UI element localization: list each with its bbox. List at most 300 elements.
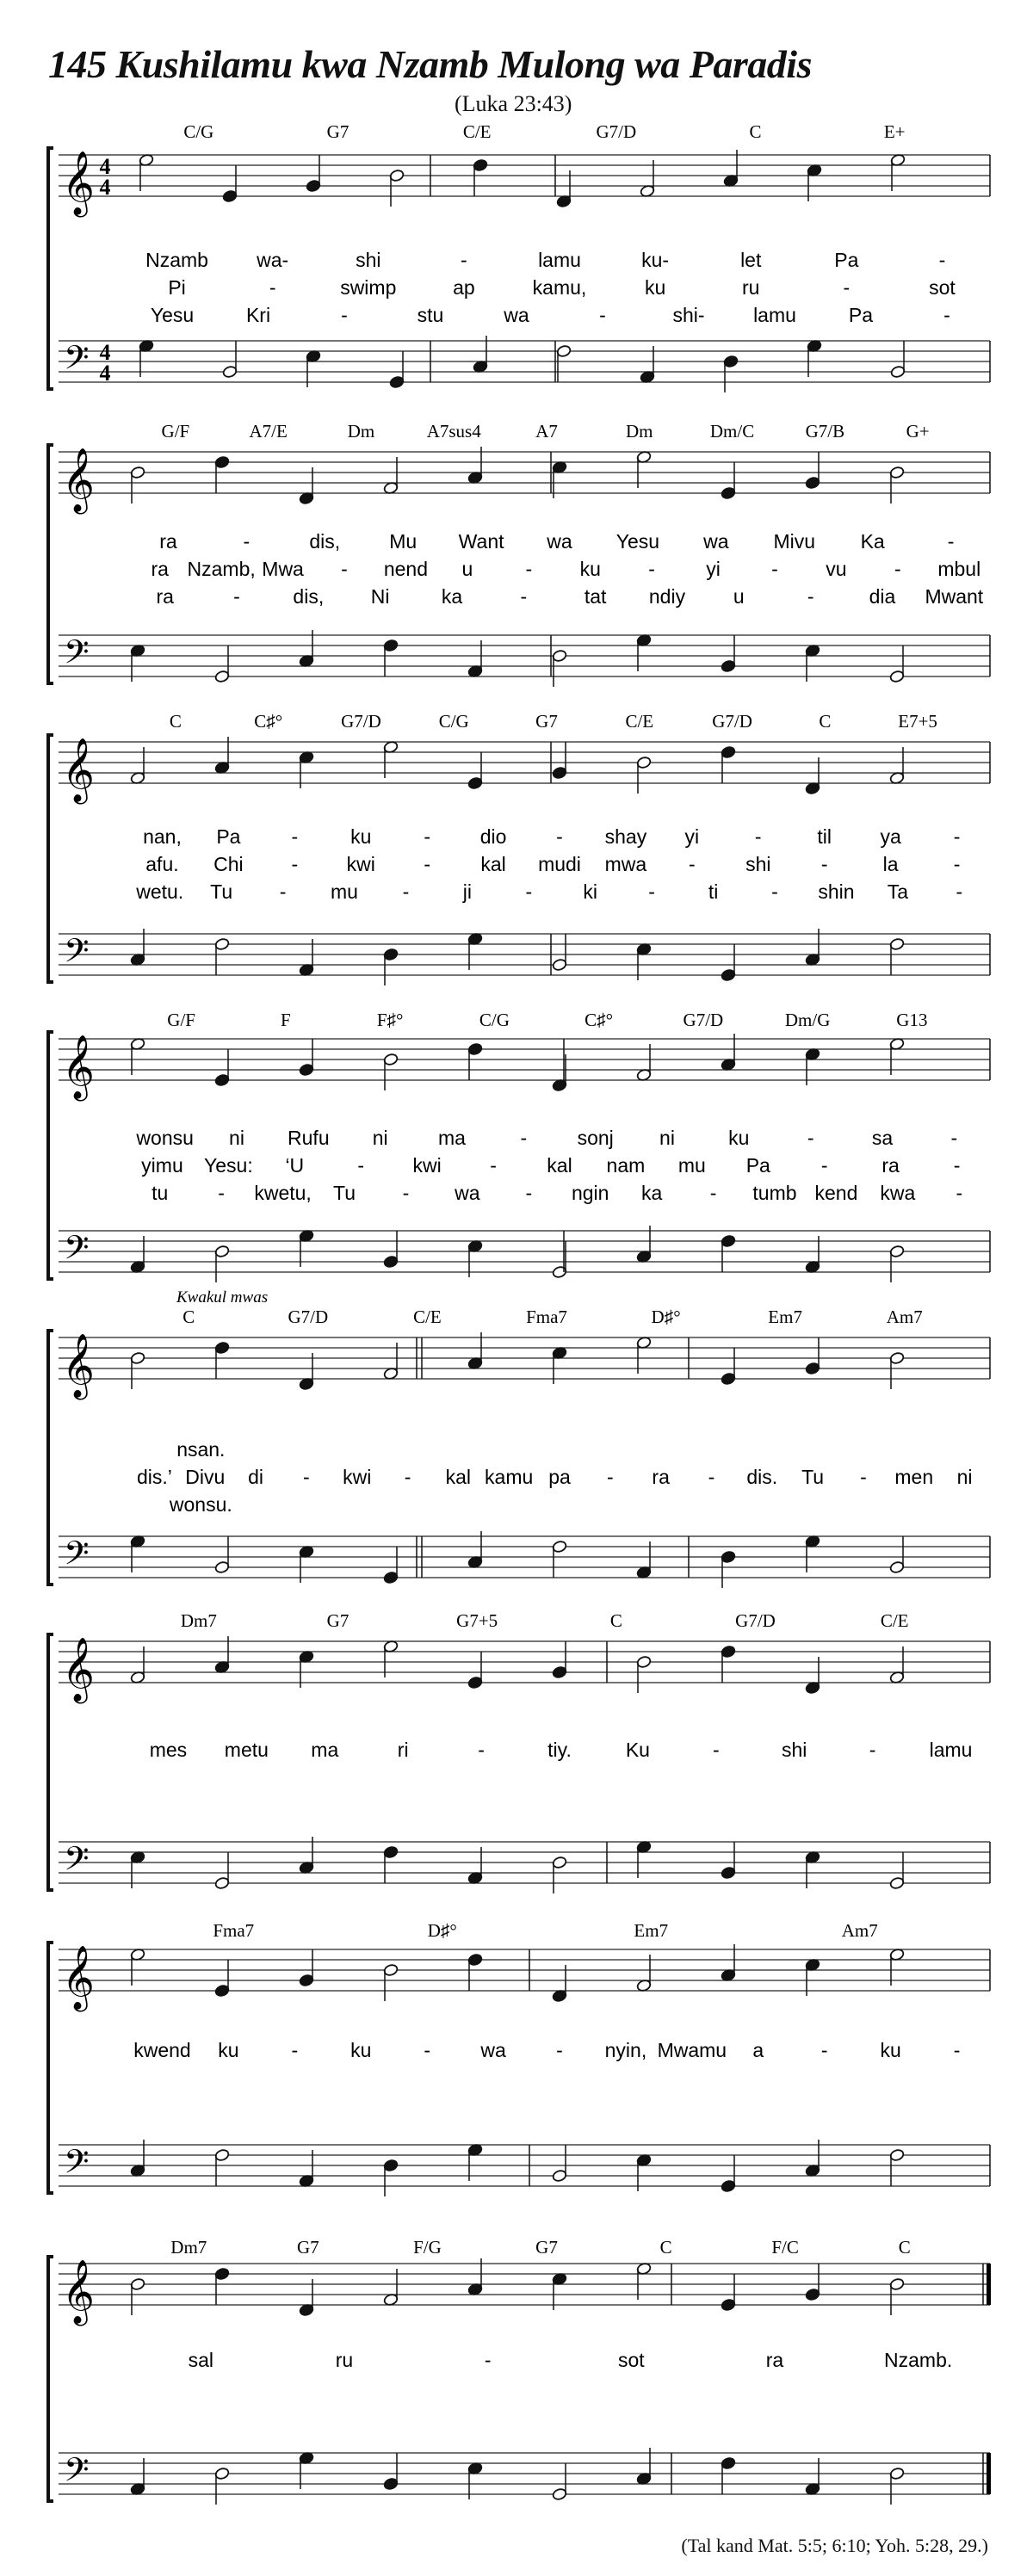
lyric-syllable: - xyxy=(424,2039,430,2061)
chord-symbol: C/G xyxy=(183,121,214,142)
lyric-syllable: sa xyxy=(871,1127,894,1149)
lyric-syllable: - xyxy=(461,249,467,271)
chord-symbol: G7/D xyxy=(341,711,381,732)
treble-staff-4 xyxy=(59,1034,990,1102)
chord-symbol: G7 xyxy=(297,2237,319,2258)
scripture-reference: (Luka 23:43) xyxy=(455,91,572,116)
music-system-4 xyxy=(48,1010,990,1282)
lyric-syllable: - xyxy=(424,825,430,848)
lyric-syllable: - xyxy=(556,2039,563,2061)
lyric-syllable: mbul xyxy=(937,558,981,580)
lyric-syllable: - xyxy=(956,880,963,903)
lyric-syllable: til xyxy=(817,825,832,848)
lyric-syllable: - xyxy=(648,880,655,903)
chord-symbol: G7/D xyxy=(596,121,637,142)
lyric-syllable: wa xyxy=(504,304,529,326)
music-system-8 xyxy=(48,2237,991,2505)
treble-clef-icon: 𝄞 xyxy=(62,151,95,215)
chord-symbol: G7 xyxy=(535,2237,558,2258)
lyric-syllable: wa xyxy=(547,530,572,553)
chord-symbol: A7 xyxy=(535,421,558,442)
treble-clef-icon: 𝄞 xyxy=(62,2260,95,2324)
lyric-syllable: wonsu xyxy=(136,1127,194,1149)
lyric-syllable: - xyxy=(754,825,762,848)
lyric-syllable: ri xyxy=(397,1739,409,1761)
lyric-syllable: ra xyxy=(151,558,169,580)
time-signature-top: 4 xyxy=(99,340,111,365)
lyric-syllable: - xyxy=(869,1739,876,1761)
system-bracket xyxy=(48,1634,53,1890)
bass-staff-2 xyxy=(59,630,990,687)
hymn-number: 145 xyxy=(48,42,107,86)
chord-symbol: Am7 xyxy=(841,1920,878,1941)
chord-symbol: C♯° xyxy=(585,1010,614,1030)
lyric-syllable: ni xyxy=(372,1127,388,1149)
music-system-1 xyxy=(48,121,990,392)
lyric-syllable: - xyxy=(953,1154,961,1177)
lyric-syllable: Pa xyxy=(216,825,241,848)
chord-symbol: E+ xyxy=(883,121,906,142)
treble-clef-icon: 𝄞 xyxy=(62,1638,95,1702)
treble-staff-1 xyxy=(59,150,990,218)
lyric-syllable: nan, xyxy=(143,825,182,848)
chord-symbol: G7/D xyxy=(683,1010,724,1030)
lyric-syllable: yimu xyxy=(141,1154,183,1177)
music-system-3 xyxy=(48,711,990,985)
chord-symbol: C xyxy=(169,711,182,732)
chord-symbol: Dm7 xyxy=(170,2237,207,2258)
lyric-syllable: Chi xyxy=(213,853,244,875)
lyric-syllable: ku xyxy=(579,558,601,580)
bass-clef-icon: 𝄢 xyxy=(64,633,90,679)
bass-clef-icon: 𝄢 xyxy=(64,1534,90,1580)
lyric-syllable: ni xyxy=(659,1127,675,1149)
lyric-syllable: Tu xyxy=(333,1182,356,1204)
lyric-syllable: ji xyxy=(462,880,472,903)
lyric-syllable: Mwa xyxy=(262,558,304,580)
lyric-syllable: - xyxy=(771,880,778,903)
lyric-syllable: Mwamu xyxy=(657,2039,727,2061)
system-bracket xyxy=(48,1331,53,1585)
lyric-syllable: - xyxy=(525,880,533,903)
lyric-syllable: Mivu xyxy=(773,530,816,553)
lyric-syllable: kend xyxy=(814,1182,858,1204)
treble-staff-7 xyxy=(59,1944,990,2012)
chord-symbol: G7 xyxy=(535,711,558,732)
system-bracket xyxy=(48,1032,53,1279)
lyric-syllable: - xyxy=(689,853,696,875)
treble-clef-icon: 𝄞 xyxy=(62,1946,95,2010)
bass-clef-icon: 𝄢 xyxy=(64,1228,90,1275)
lyric-syllable: stu xyxy=(417,304,444,326)
lyric-syllable: ti xyxy=(708,880,719,903)
lyric-syllable: mu xyxy=(677,1154,706,1177)
lyric-syllable: - xyxy=(357,1154,365,1177)
lyric-syllable: - xyxy=(291,2039,299,2061)
lyric-syllable: - xyxy=(820,1154,828,1177)
lyric-syllable: - xyxy=(807,585,814,608)
lyric-syllable: ru xyxy=(335,2349,354,2371)
treble-staff-2 xyxy=(59,447,990,515)
bass-staff-8 xyxy=(59,2448,990,2505)
lyric-syllable: - xyxy=(291,825,299,848)
music-system-7 xyxy=(48,1920,990,2196)
lyric-syllable: swimp xyxy=(340,276,397,299)
lyric-syllable: tu xyxy=(152,1182,169,1204)
chord-symbol: G+ xyxy=(906,421,930,442)
lyric-syllable: wa xyxy=(703,530,729,553)
chord-symbol: C/E xyxy=(625,711,654,732)
lyric-syllable: afu. xyxy=(145,853,179,875)
lyric-syllable: sal xyxy=(188,2349,214,2371)
chord-symbol: C/G xyxy=(479,1010,510,1030)
chord-symbol: F/C xyxy=(771,2237,799,2258)
lyric-syllable: Divu xyxy=(185,1466,226,1488)
chord-symbol: C/E xyxy=(462,121,492,142)
lyric-syllable: mwa xyxy=(604,853,647,875)
system-bracket xyxy=(48,2257,53,2501)
chord-symbol: Fma7 xyxy=(526,1307,567,1327)
lyric-syllable: ku xyxy=(218,2039,239,2061)
lyric-syllable: ku xyxy=(350,2039,372,2061)
lyric-syllable: metu xyxy=(224,1739,269,1761)
lyric-syllable: Ka xyxy=(860,530,885,553)
lyric-syllable: ku xyxy=(728,1127,750,1149)
chord-symbol: C/E xyxy=(880,1610,909,1631)
lyric-syllable: - xyxy=(807,1127,814,1149)
lyric-syllable: tumb xyxy=(752,1182,797,1204)
lyric-syllable: shi xyxy=(782,1739,807,1761)
lyric-syllable: Ta xyxy=(887,880,909,903)
lyric-syllable: Kri xyxy=(245,304,271,326)
lyric-syllable: - xyxy=(953,825,961,848)
lyric-syllable: - xyxy=(648,558,655,580)
bass-staff-3 xyxy=(59,929,990,985)
lyric-syllable: ku xyxy=(644,276,666,299)
chord-symbol: G7/D xyxy=(735,1610,776,1631)
lyric-syllable: Yesu xyxy=(150,304,195,326)
lyric-syllable: ngin xyxy=(571,1182,609,1204)
lyric-syllable: tat xyxy=(584,585,607,608)
lyric-syllable: - xyxy=(956,1182,963,1204)
system-bracket xyxy=(48,1943,53,2193)
lyric-syllable: ‘U xyxy=(285,1154,305,1177)
time-signature-bottom: 4 xyxy=(99,175,111,200)
lyric-syllable: kwend xyxy=(133,2039,191,2061)
lyric-syllable: - xyxy=(218,1182,225,1204)
chord-symbol: C xyxy=(659,2237,672,2258)
lyric-syllable: ra xyxy=(652,1466,670,1488)
lyric-syllable: la xyxy=(882,853,899,875)
music-system-2 xyxy=(48,421,990,687)
chord-symbol: Dm/G xyxy=(784,1010,831,1030)
lyric-syllable: - xyxy=(520,585,528,608)
lyric-syllable: Nzamb, xyxy=(187,558,256,580)
lyric-syllable: - xyxy=(525,558,533,580)
lyric-syllable: Nzamb xyxy=(145,249,208,271)
bass-staff-1 xyxy=(59,336,990,392)
bass-clef-icon: 𝄢 xyxy=(64,2142,90,2189)
lyric-syllable: yi xyxy=(684,825,700,848)
chord-symbol: C xyxy=(898,2237,911,2258)
bass-staff-4 xyxy=(59,1226,990,1282)
lyric-syllable: ni xyxy=(956,1466,973,1488)
chord-symbol: Fma7 xyxy=(213,1920,255,1941)
lyric-syllable: - xyxy=(291,853,299,875)
system-bracket xyxy=(48,148,53,389)
lyric-syllable: - xyxy=(402,880,410,903)
lyric-syllable: nam xyxy=(606,1154,646,1177)
chord-symbol: Am7 xyxy=(886,1307,923,1327)
lyric-syllable: - xyxy=(950,1127,958,1149)
lyric-syllable: - xyxy=(953,2039,961,2061)
treble-staff-6 xyxy=(59,1636,990,1704)
lyric-syllable: Pa xyxy=(745,1154,770,1177)
lyric-syllable: - xyxy=(520,1127,528,1149)
treble-clef-icon: 𝄞 xyxy=(62,738,95,802)
lyric-syllable: ma xyxy=(438,1127,466,1149)
lyric-syllable: kwi xyxy=(343,1466,372,1488)
lyric-syllable: u xyxy=(461,558,473,580)
lyric-syllable: vu xyxy=(826,558,847,580)
chord-symbol: C xyxy=(749,121,762,142)
lyric-syllable: a xyxy=(752,2039,764,2061)
lyric-syllable: ku xyxy=(350,825,372,848)
chord-symbol: E7+5 xyxy=(898,711,937,732)
treble-clef-icon: 𝄞 xyxy=(62,448,95,512)
chord-symbol: G7/D xyxy=(288,1307,329,1327)
hymn-title-text: Kushilamu kwa Nzamb Mulong wa Paradis xyxy=(115,42,812,86)
lyric-syllable: ma xyxy=(311,1739,339,1761)
lyric-syllable: yi xyxy=(706,558,721,580)
lyric-syllable: lamu xyxy=(929,1739,973,1761)
lyric-syllable: Pi xyxy=(168,276,186,299)
lyric-syllable: - xyxy=(556,825,563,848)
footer-scripture-note: (Tal kand Mat. 5:5; 6:10; Yoh. 5:28, 29.) xyxy=(681,2535,988,2556)
time-signature-bottom: 4 xyxy=(99,361,111,386)
lyric-syllable: kamu, xyxy=(532,276,587,299)
chord-symbol: G13 xyxy=(896,1010,928,1030)
chord-symbol: A7sus4 xyxy=(426,421,481,442)
lyric-syllable: kwa xyxy=(880,1182,916,1204)
lyric-syllable: ra xyxy=(881,1154,900,1177)
lyric-syllable: men xyxy=(894,1466,934,1488)
lyric-syllable: - xyxy=(771,558,778,580)
bass-staff-5 xyxy=(59,1531,990,1588)
lyric-syllable: ra xyxy=(156,585,174,608)
lyric-syllable: - xyxy=(709,1182,717,1204)
lyric-syllable: - xyxy=(269,276,276,299)
lyric-syllable: Mwant xyxy=(925,585,984,608)
chord-symbol: G7/D xyxy=(712,711,752,732)
chord-symbol: A7/E xyxy=(249,421,288,442)
lyric-syllable: kamu xyxy=(485,1466,534,1488)
chord-symbol: F xyxy=(281,1010,291,1030)
chord-symbol: C xyxy=(182,1307,195,1327)
chord-symbol: F♯° xyxy=(376,1010,404,1030)
lyric-syllable: Rufu xyxy=(288,1127,330,1149)
lyric-syllable: nyin, xyxy=(604,2039,647,2061)
treble-clef-icon: 𝄞 xyxy=(62,1334,95,1398)
lyric-syllable: let xyxy=(740,249,762,271)
lyric-syllable: dis.’ xyxy=(136,1466,172,1488)
lyric-syllable: ki xyxy=(583,880,598,903)
lyric-syllable: - xyxy=(599,304,606,326)
lyric-syllable: - xyxy=(947,530,955,553)
lyric-syllable: - xyxy=(402,1182,410,1204)
lyric-syllable: - xyxy=(490,1154,497,1177)
chord-symbol: Dm/C xyxy=(709,421,755,442)
lyric-syllable: - xyxy=(943,304,950,326)
lyric-syllable: - xyxy=(243,530,251,553)
lyric-syllable: - xyxy=(894,558,901,580)
lyric-syllable: dis, xyxy=(309,530,341,553)
lyric-syllable: - xyxy=(303,1466,310,1488)
lyric-syllable: - xyxy=(279,880,287,903)
lyric-syllable: dis, xyxy=(293,585,325,608)
lyric-syllable: ka xyxy=(640,1182,663,1204)
lyric-syllable: - xyxy=(938,249,946,271)
lyric-syllable: ku xyxy=(880,2039,901,2061)
lyric-syllable: - xyxy=(478,1739,485,1761)
chord-symbol: Em7 xyxy=(768,1307,802,1327)
lyric-syllable: mudi xyxy=(538,853,581,875)
lyric-syllable: - xyxy=(953,853,961,875)
chord-symbol: Em7 xyxy=(634,1920,669,1941)
lyric-syllable: Tu xyxy=(210,880,233,903)
lyric-syllable: wa xyxy=(455,1182,480,1204)
lyric-syllable: - xyxy=(820,2039,828,2061)
lyric-syllable: - xyxy=(341,304,348,326)
lyric-syllable: Yesu xyxy=(615,530,660,553)
lyric-syllable: Yesu: xyxy=(204,1154,253,1177)
lyric-syllable: wa- xyxy=(257,249,289,271)
lyric-syllable: lamu xyxy=(753,304,796,326)
lyric-syllable: - xyxy=(404,1466,411,1488)
lyric-syllable: lamu xyxy=(538,249,581,271)
tempo-direction: Kwakul mwas xyxy=(176,1288,269,1307)
lyric-syllable: kal xyxy=(547,1154,572,1177)
chord-symbol: C/E xyxy=(413,1307,442,1327)
lyric-syllable: Mu xyxy=(389,530,418,553)
lyric-syllable: shi- xyxy=(672,304,705,326)
lyric-syllable: ni xyxy=(229,1127,244,1149)
lyric-syllable: sot xyxy=(929,276,956,299)
chord-symbol: C xyxy=(819,711,832,732)
lyric-syllable: - xyxy=(820,853,828,875)
lyric-syllable: Pa xyxy=(848,304,874,326)
lyric-syllable: shin xyxy=(818,880,855,903)
lyric-syllable: wa xyxy=(480,2039,506,2061)
lyric-syllable: - xyxy=(860,1466,867,1488)
lyric-syllable: kwi xyxy=(346,853,375,875)
lyric-syllable: - xyxy=(341,558,348,580)
chord-symbol: G7 xyxy=(326,1610,349,1631)
lyric-syllable: shay xyxy=(604,825,647,848)
lyric-syllable: - xyxy=(606,1466,614,1488)
lyric-syllable: sonj xyxy=(577,1127,614,1149)
bass-staff-6 xyxy=(59,1837,990,1893)
lyric-syllable: - xyxy=(233,585,240,608)
lyric-syllable: - xyxy=(712,1739,720,1761)
lyric-syllable: mes xyxy=(149,1739,188,1761)
lyric-syllable: Ku xyxy=(625,1739,650,1761)
chord-symbol: C/G xyxy=(438,711,469,732)
system-bracket xyxy=(48,445,53,683)
chord-symbol: G7 xyxy=(326,121,349,142)
bass-clef-icon: 𝄢 xyxy=(64,2450,90,2497)
lyric-syllable: dio xyxy=(479,825,507,848)
lyric-syllable: Want xyxy=(458,530,504,553)
bass-clef-icon: 𝄢 xyxy=(64,338,90,385)
bass-clef-icon: 𝄢 xyxy=(64,1839,90,1886)
chord-symbol: Dm7 xyxy=(180,1610,217,1631)
chord-symbol: Dm xyxy=(347,421,375,442)
lyric-syllable: ndiy xyxy=(648,585,686,608)
lyric-syllable: sot xyxy=(617,2349,645,2371)
lyric-syllable: ru xyxy=(741,276,760,299)
lyric-syllable: - xyxy=(843,276,851,299)
final-barline xyxy=(987,2453,991,2494)
music-system-6 xyxy=(48,1610,990,1893)
lyric-syllable: ka xyxy=(441,585,463,608)
lyric-syllable: Tu xyxy=(801,1466,825,1488)
lyric-syllable: wetu. xyxy=(136,880,184,903)
time-signature-top: 4 xyxy=(99,154,111,179)
lyric-syllable: - xyxy=(424,853,430,875)
chord-symbol: Dm xyxy=(626,421,653,442)
lyric-syllable: wonsu. xyxy=(169,1493,232,1516)
bass-staff-7 xyxy=(59,2140,990,2196)
final-barline xyxy=(987,2264,991,2305)
lyric-syllable: tiy. xyxy=(547,1739,572,1761)
lyric-syllable: - xyxy=(484,2349,492,2371)
lyric-syllable: Ni xyxy=(370,585,390,608)
treble-clef-icon: 𝄞 xyxy=(62,1035,95,1099)
treble-staff-5 xyxy=(59,1332,990,1400)
chord-symbol: F/G xyxy=(413,2237,442,2258)
lyric-syllable: kal xyxy=(480,853,506,875)
chord-symbol: D♯° xyxy=(651,1307,681,1327)
bass-clef-icon: 𝄢 xyxy=(64,931,90,978)
chord-symbol: G/F xyxy=(167,1010,195,1030)
chord-symbol: G7+5 xyxy=(456,1610,498,1631)
treble-staff-8 xyxy=(59,2258,990,2326)
lyric-syllable: Nzamb. xyxy=(884,2349,953,2371)
chord-symbol: G/F xyxy=(161,421,190,442)
lyric-syllable: u xyxy=(733,585,745,608)
system-bracket xyxy=(48,735,53,982)
lyric-syllable: kwetu, xyxy=(254,1182,312,1204)
lyric-syllable: kal xyxy=(445,1466,472,1488)
lyric-syllable: di xyxy=(248,1466,264,1488)
chord-symbol: C♯° xyxy=(254,711,283,732)
lyric-syllable: dis. xyxy=(746,1466,778,1488)
treble-staff-3 xyxy=(59,737,990,805)
lyric-syllable: nend xyxy=(383,558,429,580)
lyric-syllable: - xyxy=(708,1466,715,1488)
lyric-syllable: ku- xyxy=(641,249,670,271)
lyric-syllable: shi xyxy=(745,853,771,875)
lyric-syllable: mu xyxy=(331,880,358,903)
lyric-syllable: Pa xyxy=(834,249,859,271)
lyric-syllable: pa xyxy=(548,1466,571,1488)
lyric-syllable: ra xyxy=(159,530,177,553)
lyric-syllable: dia xyxy=(869,585,896,608)
lyric-syllable: ra xyxy=(765,2349,784,2371)
lyric-syllable: shi xyxy=(356,249,381,271)
lyric-syllable: - xyxy=(525,1182,533,1204)
